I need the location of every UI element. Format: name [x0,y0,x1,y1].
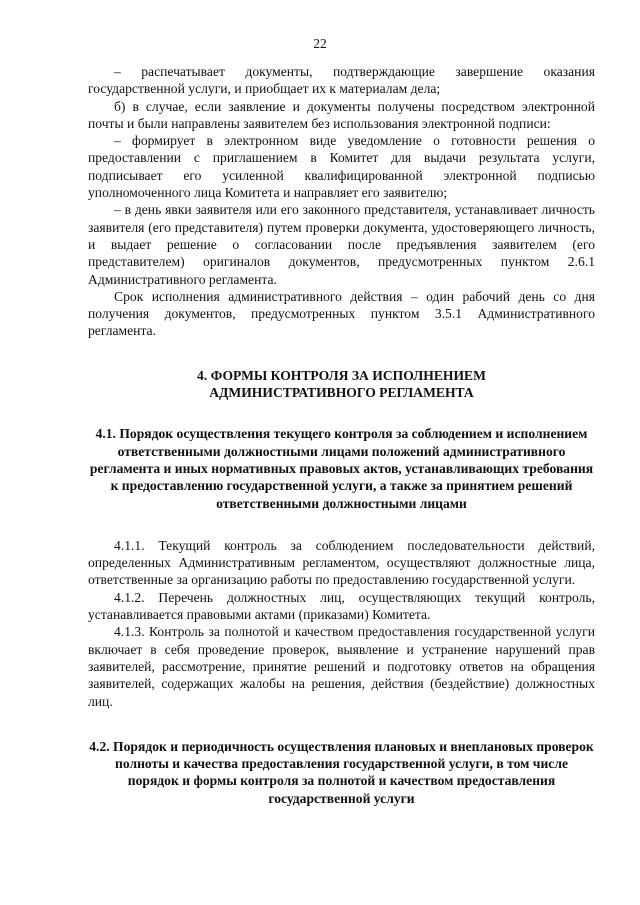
section-4-1-heading: 4.1. Порядок осуществления текущего контроля за соблюдением и исполнением ответственными должностными лицами положений административного регламента и иных нормативных правовых актов, устанавливающих требования к предоставлению государственной услуги, а также за принятием решений ответственными должностными лицами [89,426,594,511]
paragraph-identity-check: – в день явки заявителя или его законного представителя, устанавливает личность заявителя (его представителя) путем проверки документа, удостоверяющего личность, и выдает решение о согласовании после предъявления заявителем (его представителем) оригиналов документов, предусмотренных пунктом 2.6.1 Административного регламента. [88,202,595,287]
paragraph-4-1-1: 4.1.1. Текущий контроль за соблюдением последовательности действий, определенных Административным регламентом, осуществляют должностные лица, ответственные за организацию работы по предоставлению государственной услуги. [88,537,595,588]
page-number: 22 [313,36,327,51]
section-4-heading-line1: 4. ФОРМЫ КОНТРОЛЯ ЗА ИСПОЛНЕНИЕМ [197,367,486,383]
section-4-heading-line2: АДМИНИСТРАТИВНОГО РЕГЛАМЕНТА [209,385,474,401]
section-4-heading [88,367,595,402]
paragraph-4-1-2: 4.1.2. Перечень должностных лиц, осуществляющих текущий контроль, устанавливается правовыми актами (приказами) Комитета. [88,589,595,623]
paragraph-email-case: б) в случае, если заявление и документы получены посредством электронной почты и были направлены заявителем без использования электронной подписи: [88,98,595,131]
page-content [88,63,595,807]
section-4-2-heading: 4.2. Порядок и периодичность осуществления плановых и внеплановых проверок полноты и качества предоставления государственной услуги, в том числе порядок и формы контроля за полнотой и качеством предоставления государственной услуги [89,738,594,806]
spacer [88,512,595,537]
paragraph-4-1-3: 4.1.3. Контроль за полнотой и качеством предоставления государственной услуги включает в себя проведение проверок, выявление и устранение нарушений прав заявителей, рассмотрение, принятие решений и подготовку ответов на обращения заявителей, содержащих жалобы на решения, действия (бездействие) должностных лиц. [88,624,595,709]
paragraph-deadline: Срок исполнения административного действия – один рабочий день со дня получения документов, предусмотренных пунктом 3.5.1 Административного регламента. [88,288,595,339]
paragraph-print-documents: – распечатывает документы, подтверждающие завершение оказания государственной услуги, и приобщает их к материалам дела; [88,64,595,97]
paragraph-notification: – формирует в электронном виде уведомление о готовности решения о предоставлении с приглашением в Комитет для выдачи результата услуги, подписывает его усиленной квалифицированной электронной подписью уполномоченного лица Комитета и направляет его заявителю; [88,133,595,201]
